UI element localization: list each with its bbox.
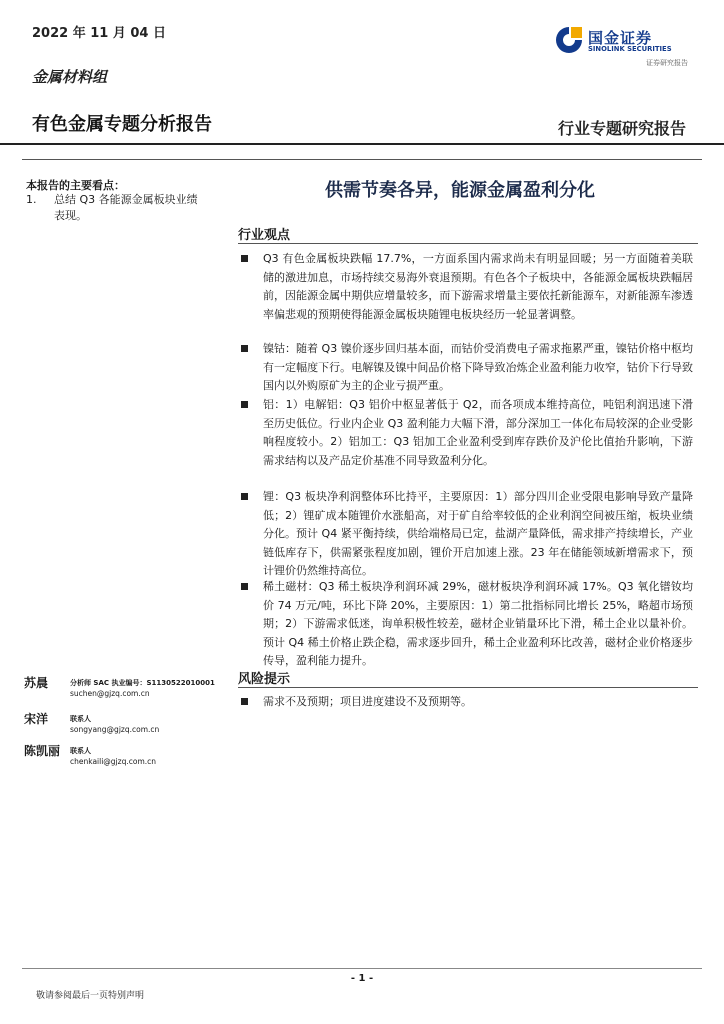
analyst-role: 联系人 (70, 747, 91, 755)
bullet-square-icon (241, 255, 248, 262)
analyst-card (24, 742, 157, 766)
key-point-number: 1. (26, 193, 37, 206)
report-series-title: 有色金属专题分析报告 (32, 114, 212, 135)
bullet-square-icon (241, 345, 248, 352)
section-industry-view: 行业观点 (238, 228, 291, 243)
logo-cn-text: 国金证券 (588, 29, 653, 47)
analyst-card (24, 710, 160, 734)
analyst-email[interactable]: suchen@gjzq.com.cn (70, 689, 150, 698)
main-title: 供需节奏各异，能源金属盈利分化 (325, 180, 595, 201)
bullet-risk: 需求不及预期；项目进度建设不及预期等。 (241, 693, 693, 712)
footer-divider (22, 968, 702, 969)
key-point-text: 总结 Q3 各能源金属板块业绩表现。 (54, 193, 198, 222)
bullet-square-icon (241, 698, 248, 705)
bullet-rare-earth: 稀土磁材：Q3 稀土板块净利润环减 29%，磁材板块净利润环减 17%。Q3 氧化镨钕均价 74 万元/吨，环比下降 20%，主要原因：1）第二批指标同比增长 25%，略超市场预期；2）下游需求低迷，询单积极性较差，磁材企业销量环比下滑，稀土企业以量补价。预计 Q4 稀土价格止跌企稳，需求逐步回升，稀土企业盈利环比改善，磁材企业价格逐步传导，盈利能力提升。 (241, 578, 693, 671)
header-divider (0, 143, 724, 145)
analyst-email[interactable]: chenkaili@gjzq.com.cn (70, 757, 157, 766)
key-points-heading: 本报告的主要看点： (26, 179, 125, 192)
section-underline (238, 687, 698, 688)
page-number: - 1 - (350, 973, 374, 984)
analyst-card (24, 674, 215, 698)
bullet-square-icon (241, 493, 248, 500)
sinolink-logo-icon (553, 24, 585, 56)
key-point-item (26, 192, 206, 224)
logo-en-text: SINOLINK SECURITIES (588, 45, 672, 53)
report-type: 行业专题研究报告 (557, 119, 686, 138)
analyst-email[interactable]: songyang@gjzq.com.cn (70, 725, 160, 734)
analyst-role: 分析师 SAC 执业编号：S1130522010001 (70, 679, 215, 687)
analyst-name: 陈凯丽 (24, 744, 61, 758)
logo-subtitle: 证券研究报告 (646, 59, 688, 67)
bullet-overview: Q3 有色金属板块跌幅 17.7%，一方面系国内需求尚未有明显回暖；另一方面随着美联储的激进加息，市场持续交易海外衰退预期。有色各个子板块中，各能源金属板块跌幅居前，因能源金属中期供应增量较多，而下游需求增量主要依托新能源车，对新能源车渗透率偏悲观的预期使得能源金属板块随锂电板块经历一轮显著调整。 (241, 250, 693, 324)
analyst-name: 苏晨 (24, 676, 49, 690)
bullet-lithium: 锂：Q3 板块净利润整体环比持平，主要原因：1）部分四川企业受限电影响导致产量降低；2）锂矿成本随锂价水涨船高，对于矿自给率较低的企业利润空间被压缩，板块业绩分化。预计 Q4 紧平衡持续，供给端格局已定，盐湖产量降低，需求排产持续增长，产业链低库存下，供需紧张程度加剧，锂价开启加速上涨。23 年在储能领域新增需求下，预计锂价仍然维持高位。 (241, 488, 693, 581)
bullet-square-icon (241, 401, 248, 408)
analyst-name: 宋洋 (24, 712, 49, 726)
research-group: 金属材料组 (32, 68, 108, 86)
bullet-square-icon (241, 583, 248, 590)
bullet-nickel-cobalt: 镍钴：随着 Q3 镍价逐步回归基本面，而钴价受消费电子需求拖累严重，镍钴价格中枢均有一定幅度下行。电解镍及镍中间品价格下降导致冶炼企业盈利能力收窄，钴价下行导致国内以外购原矿为主的企业亏损严重。 (241, 340, 693, 396)
section-underline (238, 243, 698, 244)
analyst-role: 联系人 (70, 715, 91, 723)
footer-disclaimer: 敬请参阅最后一页特别声明 (36, 991, 145, 1001)
report-date: 2022 年 11 月 04 日 (32, 26, 166, 41)
bullet-aluminum: 铝：1）电解铝：Q3 铝价中枢显著低于 Q2，而各项成本维持高位，吨铝利润迅速下滑至历史低位。行业内企业 Q3 盈利能力大幅下滑，部分深加工一体化布局较深的企业受影响程度较小。2）铝加工：Q3 铝加工企业盈利受到库存跌价及沪伦比值抬升影响，下游需求结构以及产品定价基准不同导致盈利分化。 (241, 396, 693, 470)
section-risk: 风险提示 (238, 672, 291, 687)
header-divider-thin (22, 159, 702, 160)
